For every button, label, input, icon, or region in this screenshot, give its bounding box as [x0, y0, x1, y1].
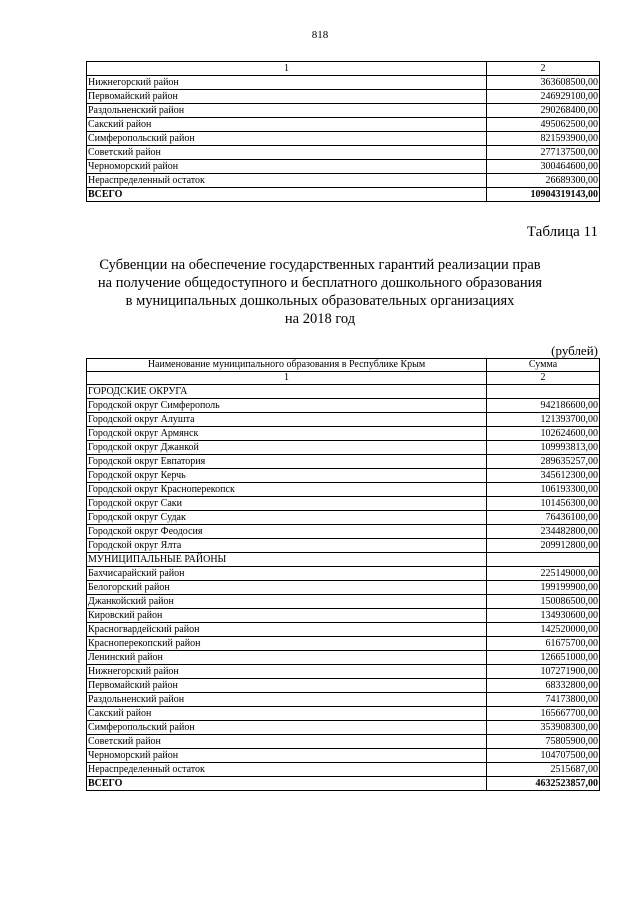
row-name: Белогорский район — [87, 581, 487, 595]
row-name: Сакский район — [87, 118, 487, 132]
table-row — [87, 413, 600, 427]
section-title: МУНИЦИПАЛЬНЫЕ РАЙОНЫ — [87, 553, 487, 567]
row-name: Городской округ Красноперекопск — [87, 483, 487, 497]
header-name: Наименование муниципального образования в Республике Крым — [87, 359, 487, 372]
table-row — [87, 511, 600, 525]
column-number-row — [87, 62, 600, 76]
table-row — [87, 749, 600, 763]
row-value: 104707500,00 — [487, 749, 600, 763]
row-value: 209912800,00 — [487, 539, 600, 553]
column-number-1: 1 — [87, 62, 487, 76]
row-name: Нераспределенный остаток — [87, 174, 487, 188]
row-value: 289635257,00 — [487, 455, 600, 469]
row-name: Кировский район — [87, 609, 487, 623]
table-row — [87, 581, 600, 595]
caption-line: Субвенции на обеспечение государственных гарантий реализации прав — [99, 257, 541, 273]
table-row — [87, 721, 600, 735]
table-row — [87, 174, 600, 188]
row-value: 142520000,00 — [487, 623, 600, 637]
row-value: 277137500,00 — [487, 146, 600, 160]
row-value: 10904319143,00 — [487, 188, 600, 202]
row-name: Бахчисарайский район — [87, 567, 487, 581]
table-row — [87, 160, 600, 174]
row-value: 150086500,00 — [487, 595, 600, 609]
header-sum: Сумма — [487, 359, 600, 372]
row-name: Красноперекопский район — [87, 637, 487, 651]
table-row — [87, 104, 600, 118]
table-row — [87, 693, 600, 707]
table-row — [87, 707, 600, 721]
row-name: ВСЕГО — [87, 188, 487, 202]
table-caption — [80, 256, 560, 328]
row-name: Черноморский район — [87, 749, 487, 763]
row-value: 363608500,00 — [487, 76, 600, 90]
row-name: Раздольненский район — [87, 104, 487, 118]
header-row — [87, 359, 600, 372]
row-name: Ленинский район — [87, 651, 487, 665]
row-value: 134930600,00 — [487, 609, 600, 623]
row-value — [487, 385, 600, 399]
row-value: 495062500,00 — [487, 118, 600, 132]
section-title: ГОРОДСКИЕ ОКРУГА — [87, 385, 487, 399]
row-name: Городской округ Феодосия — [87, 525, 487, 539]
table-row — [87, 76, 600, 90]
caption-line: на 2018 год — [284, 311, 356, 327]
table-row — [87, 132, 600, 146]
caption-line: на получение общедоступного и бесплатного дошкольного образования — [97, 275, 543, 291]
table-row — [87, 483, 600, 497]
row-name: Нераспределенный остаток — [87, 763, 487, 777]
row-value: 107271900,00 — [487, 665, 600, 679]
row-value: 300464600,00 — [487, 160, 600, 174]
row-name: Симферопольский район — [87, 721, 487, 735]
row-value: 353908300,00 — [487, 721, 600, 735]
row-value: 225149000,00 — [487, 567, 600, 581]
row-value: 246929100,00 — [487, 90, 600, 104]
row-value: 290268400,00 — [487, 104, 600, 118]
table-row — [87, 455, 600, 469]
column-number-2: 2 — [487, 62, 600, 76]
table-row — [87, 763, 600, 777]
table-row — [87, 651, 600, 665]
row-value: 68332800,00 — [487, 679, 600, 693]
table-row — [87, 146, 600, 160]
row-value — [487, 553, 600, 567]
page-number: 818 — [311, 29, 329, 41]
row-name: Городской округ Ялта — [87, 539, 487, 553]
row-name: Советский район — [87, 146, 487, 160]
row-name: Городской округ Алушта — [87, 413, 487, 427]
table-row — [87, 567, 600, 581]
row-value: 165667700,00 — [487, 707, 600, 721]
row-name: Красногвардейский район — [87, 623, 487, 637]
row-name: Джанкойский район — [87, 595, 487, 609]
row-name: Симферопольский район — [87, 132, 487, 146]
row-value: 61675700,00 — [487, 637, 600, 651]
row-name: Первомайский район — [87, 90, 487, 104]
table-row — [87, 637, 600, 651]
row-value: 234482800,00 — [487, 525, 600, 539]
table-row — [87, 441, 600, 455]
row-name: Нижнегорский район — [87, 665, 487, 679]
row-name: Нижнегорский район — [87, 76, 487, 90]
section-row — [87, 385, 600, 399]
row-value: 109993813,00 — [487, 441, 600, 455]
caption-line: в муниципальных дошкольных образовательных организациях — [125, 293, 515, 309]
row-value: 345612300,00 — [487, 469, 600, 483]
row-value: 121393700,00 — [487, 413, 600, 427]
row-name: Городской округ Саки — [87, 497, 487, 511]
row-name: Сакский район — [87, 707, 487, 721]
units-label: (рублей) — [551, 343, 598, 358]
table-row — [87, 735, 600, 749]
row-value: 942186600,00 — [487, 399, 600, 413]
row-name: Черноморский район — [87, 160, 487, 174]
table-row — [87, 623, 600, 637]
row-value: 126651000,00 — [487, 651, 600, 665]
row-value: 101456300,00 — [487, 497, 600, 511]
table-row — [87, 399, 600, 413]
table-row — [87, 525, 600, 539]
row-name: Городской округ Джанкой — [87, 441, 487, 455]
row-name: Раздольненский район — [87, 693, 487, 707]
table-row — [87, 469, 600, 483]
table-subventions — [86, 358, 600, 791]
row-value: 2515687,00 — [487, 763, 600, 777]
table-top-continuation — [86, 61, 600, 202]
table-row — [87, 609, 600, 623]
table-row — [87, 90, 600, 104]
row-name: Советский район — [87, 735, 487, 749]
row-value: 26689300,00 — [487, 174, 600, 188]
total-row — [87, 188, 600, 202]
row-name: Городской округ Симферополь — [87, 399, 487, 413]
table-label: Таблица 11 — [526, 224, 598, 240]
row-value: 76436100,00 — [487, 511, 600, 525]
total-row — [87, 777, 600, 791]
table-row — [87, 497, 600, 511]
column-number-2: 2 — [487, 372, 600, 385]
column-number-1: 1 — [87, 372, 487, 385]
table-row — [87, 539, 600, 553]
row-name: Городской округ Евпатория — [87, 455, 487, 469]
table-row — [87, 665, 600, 679]
row-name: ВСЕГО — [87, 777, 487, 791]
row-value: 106193300,00 — [487, 483, 600, 497]
table-row — [87, 427, 600, 441]
row-value: 74173800,00 — [487, 693, 600, 707]
column-number-row — [87, 372, 600, 385]
row-value: 4632523857,00 — [487, 777, 600, 791]
table-row — [87, 595, 600, 609]
row-value: 75805900,00 — [487, 735, 600, 749]
table-row — [87, 679, 600, 693]
table-row — [87, 118, 600, 132]
row-name: Первомайский район — [87, 679, 487, 693]
row-value: 102624600,00 — [487, 427, 600, 441]
row-name: Городской округ Керчь — [87, 469, 487, 483]
section-row — [87, 553, 600, 567]
row-name: Городской округ Судак — [87, 511, 487, 525]
row-name: Городской округ Армянск — [87, 427, 487, 441]
row-value: 199199900,00 — [487, 581, 600, 595]
row-value: 821593900,00 — [487, 132, 600, 146]
